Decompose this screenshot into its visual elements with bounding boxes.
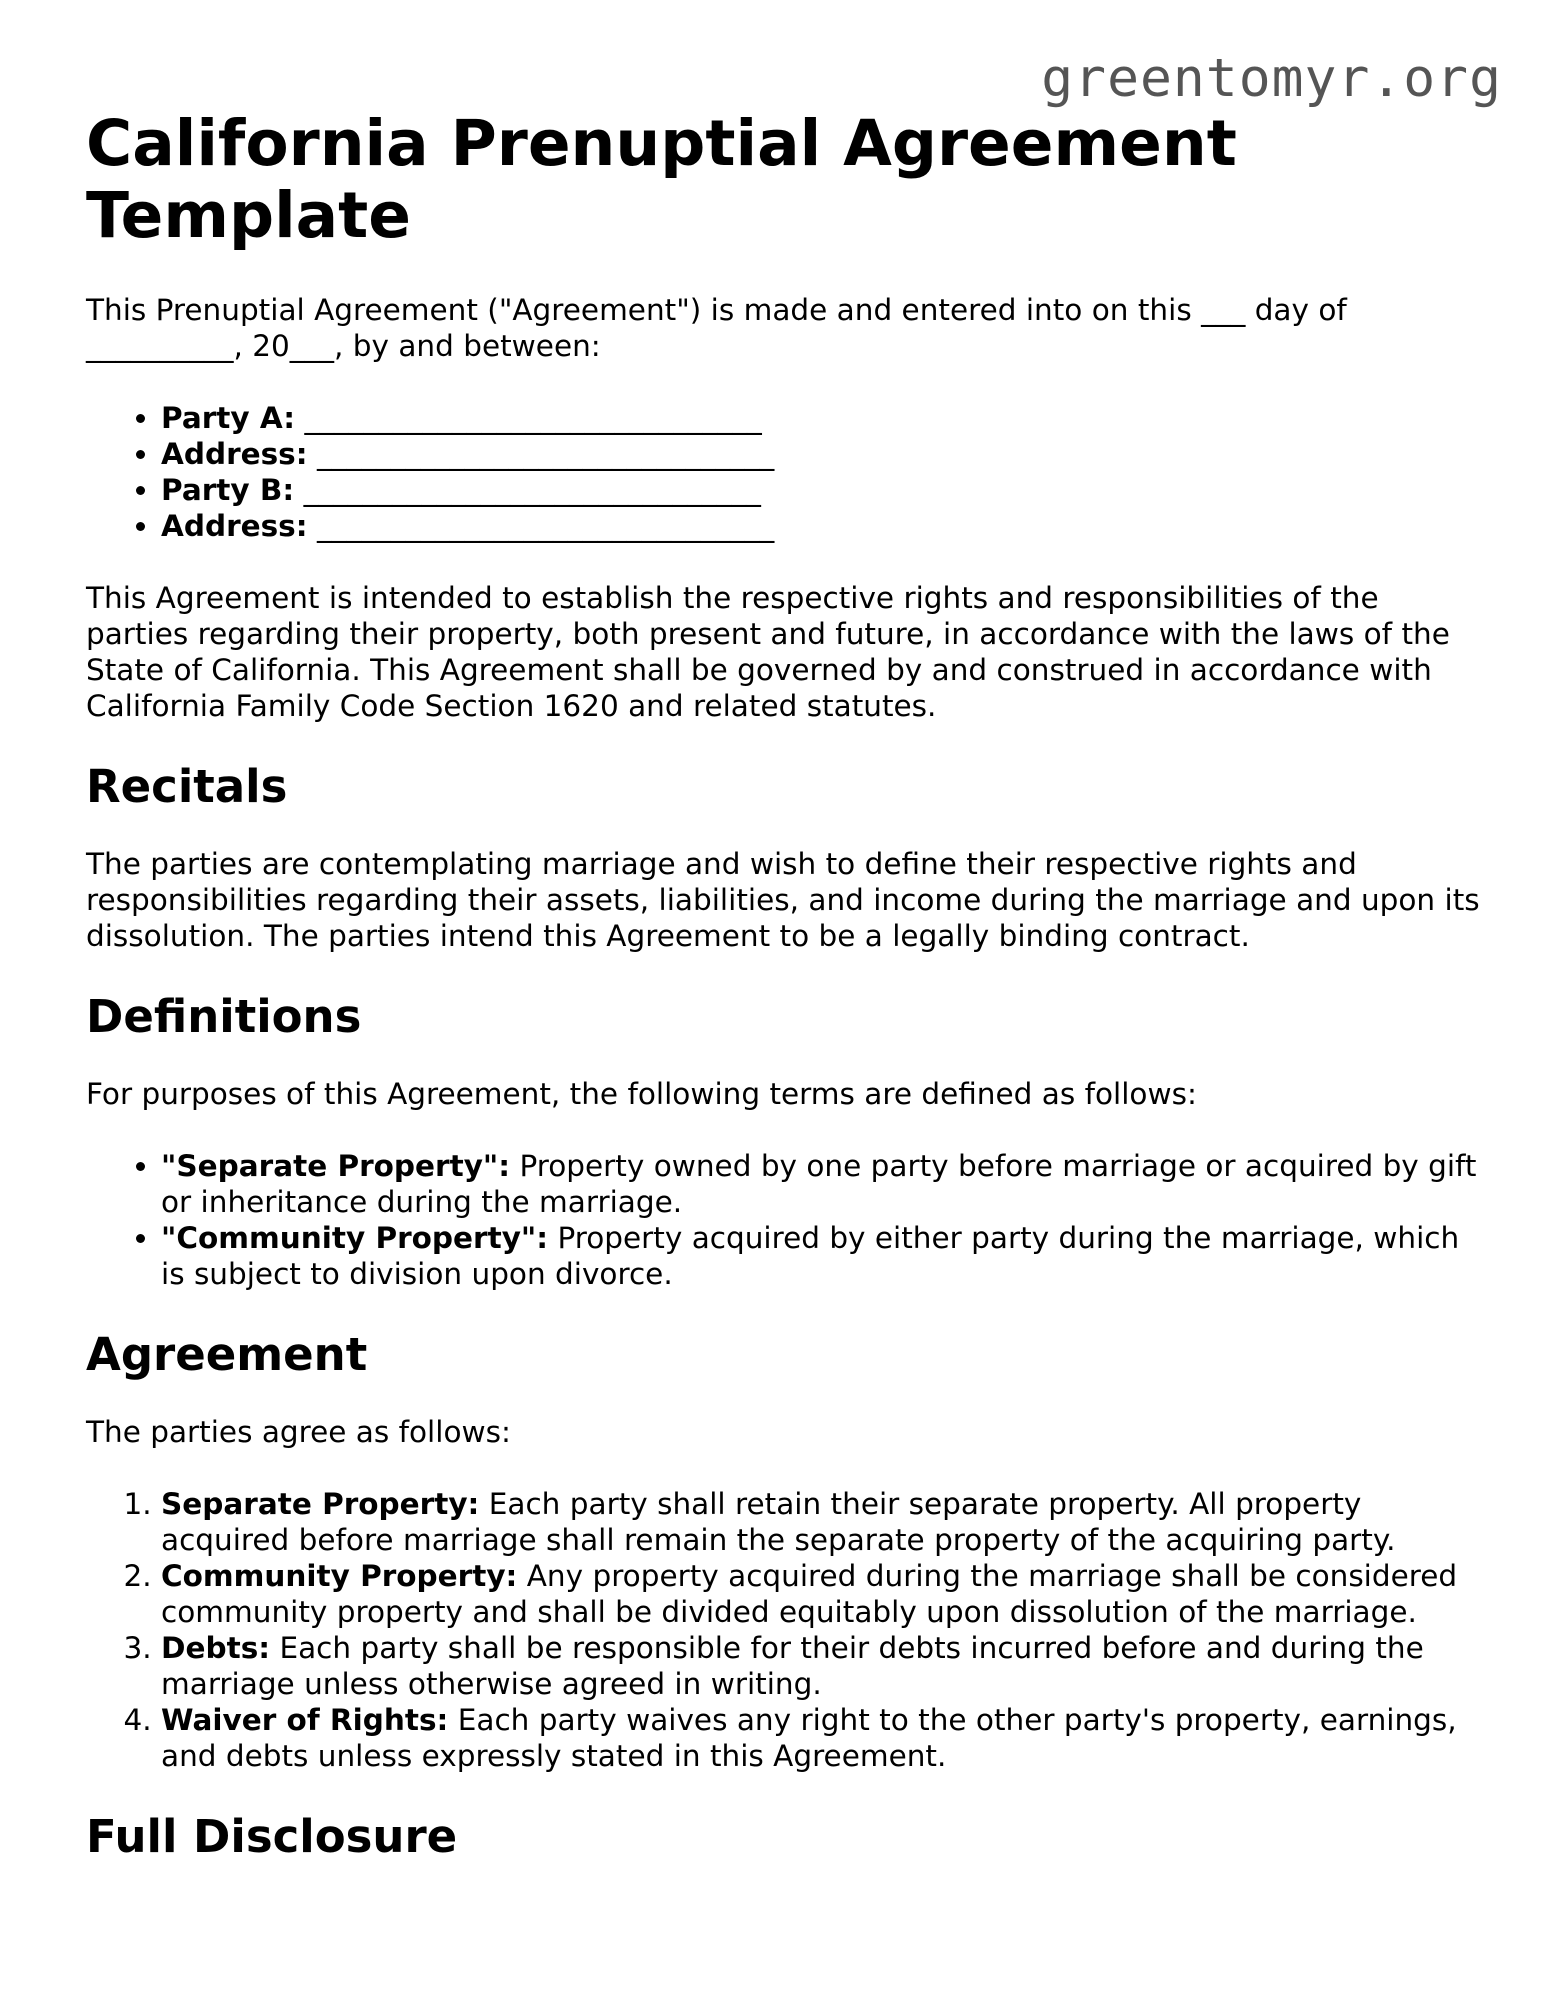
section-heading-full-disclosure: Full Disclosure: [86, 1810, 458, 1863]
clause-text: Each party waives any right to the other party's property, earnings, and debts unless expressly stated in this Agreement.: [161, 1703, 1457, 1773]
list-item: [161, 436, 1486, 472]
definition-term: "Community Property":: [161, 1221, 549, 1255]
clause-term: Debts:: [161, 1631, 271, 1665]
party-blank: _______________________________: [304, 401, 762, 435]
section-heading-definitions: Definitions: [86, 990, 362, 1043]
purpose-paragraph: This Agreement is intended to establish the respective rights and responsibilities of the parties regarding their property, both present and future, in accordance with the laws of the State of California. This Agreement shall be governed by and construed in accordance with California Family Code Section 1620 and related statutes.: [86, 581, 1450, 723]
list-item: [161, 1220, 1486, 1292]
clause-term: Community Property:: [161, 1559, 518, 1593]
agreement-intro: The parties agree as follows:: [86, 1415, 511, 1449]
party-blank: _______________________________: [316, 509, 775, 543]
clause-text: Each party shall retain their separate property. All property acquired before marriage shall remain the separate property of the acquiring party.: [161, 1487, 1396, 1557]
intro-paragraph: This Prenuptial Agreement ("Agreement") is made and entered into on this ___ day of __________, 20___, by and between:: [86, 293, 1347, 363]
list-item: [161, 1558, 1486, 1630]
list-item: [161, 1630, 1486, 1702]
party-label: Party B:: [161, 473, 295, 507]
section-heading-recitals: Recitals: [86, 760, 288, 813]
list-item: [161, 1702, 1486, 1774]
list-item: [161, 1148, 1486, 1220]
party-label: Address:: [161, 509, 308, 543]
clause-text: Each party shall be responsible for their debts incurred before and during the marriage unless otherwise agreed in writing.: [161, 1631, 1424, 1701]
definition-term: "Separate Property":: [161, 1149, 511, 1183]
definitions-intro: For purposes of this Agreement, the following terms are defined as follows:: [86, 1077, 1197, 1111]
section-heading-agreement: Agreement: [86, 1328, 368, 1381]
recitals-paragraph: The parties are contemplating marriage and wish to define their respective rights and responsibilities regarding their assets, liabilities, and income during the marriage and upon its dissolution. The parties intend this Agreement to be a legally binding contract.: [86, 847, 1480, 953]
party-blank: _______________________________: [316, 437, 775, 471]
clause-text: Any property acquired during the marriage shall be considered community property and shall be divided equitably upon dissolution of the marriage.: [161, 1559, 1458, 1629]
party-label: Party A:: [161, 401, 296, 435]
list-item: [161, 400, 1486, 436]
parties-list: [86, 400, 1486, 544]
clause-term: Waiver of Rights:: [161, 1703, 449, 1737]
list-item: [161, 508, 1486, 544]
list-item: [161, 1486, 1486, 1558]
definition-text: Property owned by one party before marriage or acquired by gift or inheritance during the marriage.: [161, 1149, 1477, 1219]
party-label: Address:: [161, 437, 308, 471]
page-title: California Prenuptial Agreement Template: [86, 107, 1237, 252]
party-blank: _______________________________: [303, 473, 761, 507]
clause-term: Separate Property:: [161, 1487, 480, 1521]
definition-text: Property acquired by either party during the marriage, which is subject to division upon divorce.: [161, 1221, 1460, 1291]
list-item: [161, 472, 1486, 508]
agreement-list: [86, 1486, 1486, 1774]
definitions-list: [86, 1148, 1486, 1292]
watermark: greentomyr.org: [1041, 48, 1502, 109]
document-page: [86, 108, 1486, 1896]
